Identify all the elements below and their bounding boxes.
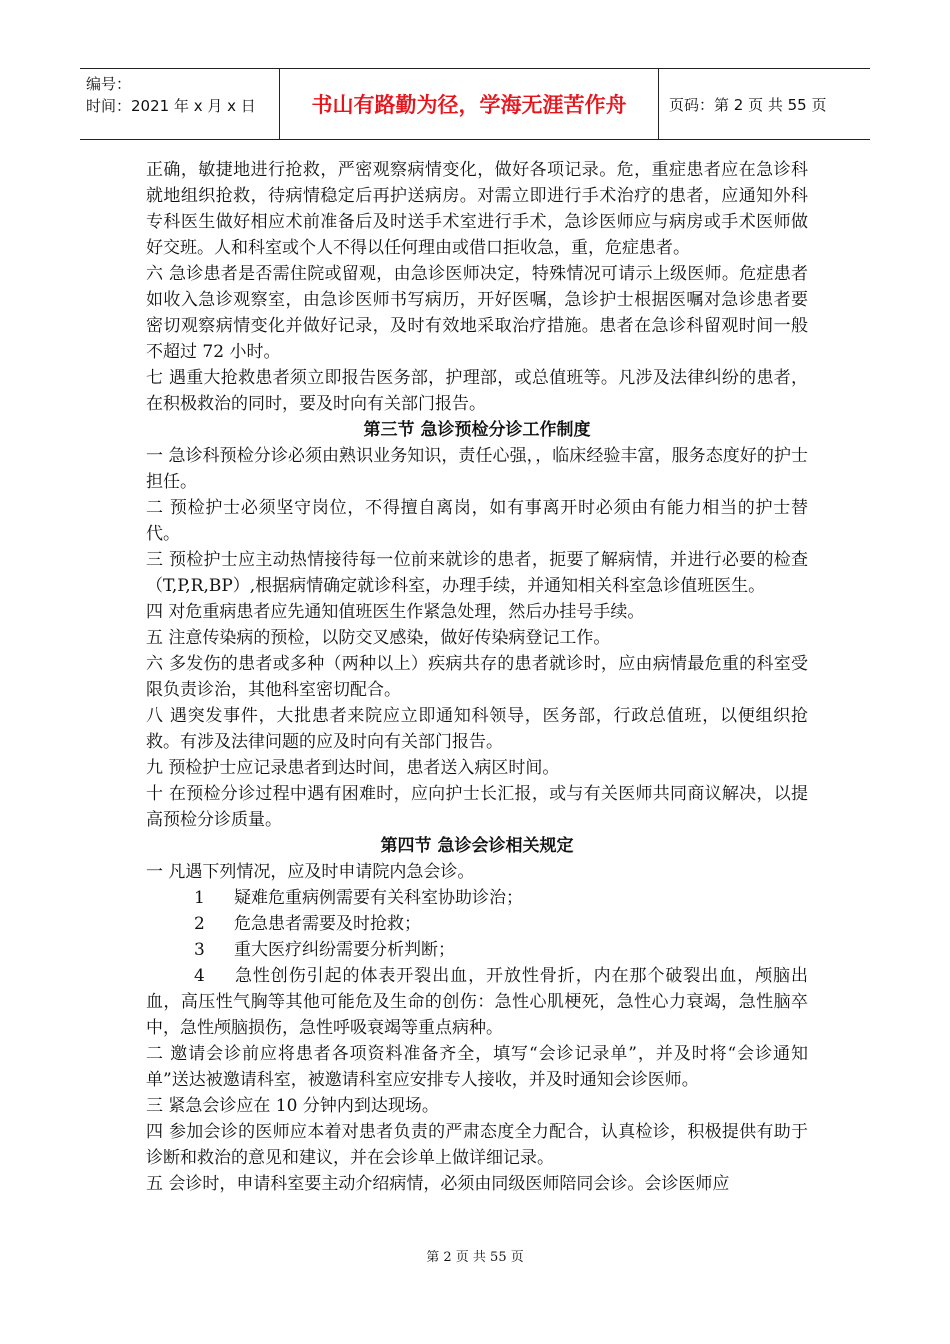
page-footer: 第 2 页 共 55 页	[426, 1250, 524, 1265]
doc-number-label: 编号：	[86, 75, 132, 93]
paragraph: 三 预检护士应主动热情接待每一位前来就诊的患者，扼要了解病情，并进行必要的检查（T,P,R,BP）,根据病情确定就诊科室，办理手续，并通知相关科室急诊值班医生。	[146, 550, 808, 596]
header-meta	[80, 69, 280, 139]
paragraph: 十 在预检分诊过程中遇有困难时，应向护士长汇报，或与有关医师共同商议解决，以提高预检分诊质量。	[146, 784, 808, 830]
paragraph: 正确，敏捷地进行抢救，严密观察病情变化，做好各项记录。危，重症患者应在急诊科就地组织抢救，待病情稳定后再护送病房。对需立即进行手术治疗的患者，应通知外科专科医生做好相应术前准备后及时送手术室进行手术，急诊医师应与病房或手术医师做好交班。人和科室或个人不得以任何理由或借口拒收急，重，危症患者。	[146, 160, 808, 258]
paragraph: 五 注意传染病的预检，以防交叉感染，做好传染病登记工作。	[146, 628, 611, 648]
list-item-number: 4	[194, 966, 205, 986]
section-heading-4: 第四节 急诊会诊相关规定	[380, 836, 574, 856]
list-item-text: 重大医疗纠纷需要分析判断；	[234, 940, 455, 960]
header-page-info: 页码：第 2 页 共 55 页	[669, 95, 827, 114]
paragraph: 九 预检护士应记录患者到达时间，患者送入病区时间。	[146, 758, 560, 778]
paragraph: 四 参加会诊的医师应本着对患者负责的严肃态度全力配合，认真检诊，积极提供有助于诊断和救治的意见和建议，并在会诊单上做详细记录。	[146, 1122, 808, 1168]
section-heading-3: 第三节 急诊预检分诊工作制度	[363, 420, 591, 440]
list-item	[146, 937, 808, 963]
paragraph: 一 凡遇下列情况，应及时申请院内急会诊。	[146, 862, 475, 882]
paragraph: 六 急诊患者是否需住院或留观，由急诊医师决定，特殊情况可请示上级医师。危症患者如收入急诊观察室，由急诊医师书写病历，开好医嘱，急诊护士根据医嘱对急诊患者要密切观察病情变化并做好记录，及时有效地采取治疗措施。患者在急诊科留观时间一般不超过 72 小时。	[146, 264, 808, 362]
paragraph: 七 遇重大抢救患者须立即报告医务部，护理部，或总值班等。凡涉及法律纠纷的患者，在积极救治的同时，要及时向有关部门报告。	[146, 368, 808, 414]
list-item-text: 疑难危重病例需要有关科室协助诊治；	[234, 888, 523, 908]
page-header	[80, 68, 870, 140]
paragraph: 一 急诊科预检分诊必须由熟识业务知识，责任心强，，临床经验丰富，服务态度好的护士担任。	[146, 446, 808, 492]
list-item	[146, 963, 808, 1041]
list-item-text: 危急患者需要及时抢救；	[234, 914, 421, 934]
document-body	[146, 157, 808, 1197]
paragraph: 二 邀请会诊前应将患者各项资料准备齐全，填写“会诊记录单”，并及时将“会诊通知单”送达被邀请科室，被邀请科室应安排专人接收，并及时通知会诊医师。	[146, 1044, 808, 1090]
paragraph: 八 遇突发事件，大批患者来院应立即通知科领导，医务部，行政总值班，以便组织抢救。有涉及法律问题的应及时向有关部门报告。	[146, 706, 808, 752]
header-motto: 书山有路勤为径，学海无涯苦作舟	[280, 69, 659, 139]
paragraph: 二 预检护士必须坚守岗位，不得擅自离岗，如有事离开时必须由有能力相当的护士替代。	[146, 498, 808, 544]
paragraph: 五 会诊时，申请科室要主动介绍病情，必须由同级医师陪同会诊。会诊医师应	[146, 1174, 730, 1194]
list-item	[146, 911, 808, 937]
list-item-number: 1	[194, 888, 205, 908]
paragraph: 四 对危重病患者应先通知值班医生作紧急处理，然后办挂号手续。	[146, 602, 645, 622]
list-item	[146, 885, 808, 911]
list-item-number: 3	[194, 940, 205, 960]
list-item-number: 2	[194, 914, 205, 934]
paragraph: 六 多发伤的患者或多种（两种以上）疾病共存的患者就诊时，应由病情最危重的科室受限负责诊治，其他科室密切配合。	[146, 654, 808, 700]
paragraph: 三 紧急会诊应在 10 分钟内到达现场。	[146, 1096, 439, 1116]
list-item-text: 急性创伤引起的体表开裂出血，开放性骨折，内在那个破裂出血，颅脑出血，高压性气胸等其他可能危及生命的创伤：急性心肌梗死，急性心力衰竭，急性脑卒中，急性颅脑损伤，急性呼吸衰竭等重点病种。	[146, 966, 808, 1038]
doc-time-label: 时间：2021 年 x 月 x 日	[86, 97, 256, 115]
